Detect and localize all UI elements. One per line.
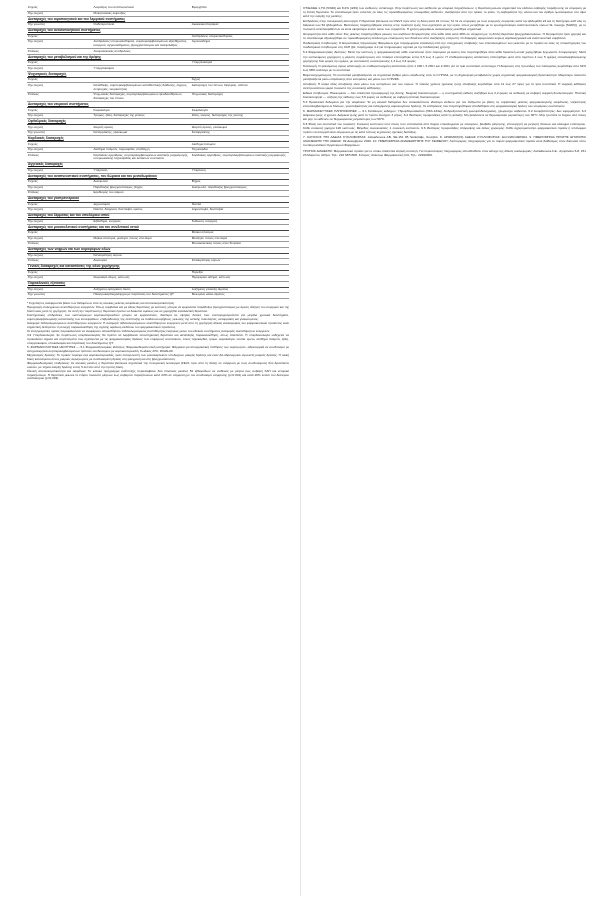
- reaction-cell-product-b: Ναυτία: [191, 202, 289, 208]
- reaction-cell-product-a: Υπέρταση: [93, 168, 191, 174]
- body-paragraph: 6.5 Φύση και συστατικά του περιέκτη: Συσκευή εισπνοών υπό πίεση που αποτελείται από δοχείο επικαλυμμένο με αλουμίνιο, βαλβίδα μέτρησης, επενεργητή με μετρητή δόσεων και κάλυμμα επιστομίου. Κάθε συσκευή χορηγεί 120 εισπνοές. Μέγεθος συσκευασίας: 1 συσκευή εισπνοών. 6.6 Ιδιαίτερες προφυλάξεις απόρριψης και άλλος χειρισμός: Κάθε αχρησιμοποίητο φαρμακευτικό προϊόν ή υπόλειμμα πρέπει να απορρίπτεται σύμφωνα με τις κατά τόπους ισχύουσες σχετικές διατάξεις.: [303, 122, 586, 135]
- reaction-cell-product-a: Εξάνθημα, κνησμός: [93, 219, 191, 225]
- frequency-cell: Σπάνιες: [27, 92, 93, 101]
- body-paragraph: 6. ΦΑΡΜΑΚΕΥΤΙΚΕΣ ΠΛΗΡΟΦΟΡΙΕΣ — 6.1 Κατάλογος εκδόχων: Υδροφθοροαλκάνιο (HFA-134a), διυδροξυστεατική φωσφατιδυλοχολίνη, χλωριούχο ασβέστιο. 6.2 Ασυμβατότητες: Δεν εφαρμόζεται. 6.3 Διάρκεια ζωής: 2 χρόνια. Διάρκεια ζωής μετά το πρώτο άνοιγμα: 3 μήνες. 6.4 Ιδιαίτερες προφυλάξεις κατά τη φύλαξη: Μη φυλάσσετε σε θερμοκρασία μεγαλύτερη των 30°C. Μην τρυπάτε το δοχείο υπό πίεση και μην το εκθέτετε σε θερμοκρασίες μεγαλύτερες των 50°C.: [303, 109, 586, 122]
- system-organ-class-heading: Διαταραχές του ανοσοποιητικού συστήματος: [27, 28, 289, 34]
- footnote-paragraph: * Συχνότητες αναφέρονται βάσει των δεδομένων από τις κλινικές μελέτες ασφάλειας και αποτελεσματικότητας.: [27, 300, 175, 305]
- frequency-cell: Συχνές: [27, 60, 93, 66]
- adverse-reactions-table: [27, 6, 289, 299]
- reaction-cell-product-b: Ταχυκαρδία: [191, 147, 289, 153]
- reaction-cell-product-a: Λοιμώξεις του αναπνευστικού: [93, 6, 191, 11]
- footnote-paragraph: Φαρμακοδυναμικές επιδράσεις: Σε κλινικές μελέτες η θεραπεία βελτίωσε σημαντικά την πνευμονική λειτουργία (FEV1 πριν από τη δόση) σε σύγκριση με τους συνδυασμούς δύο δραστικών ουσιών, με ταχεία έναρξη δράσης εντός 5 λεπτών από την πρώτη δόση.: [27, 360, 289, 369]
- system-organ-class-heading: Διαταραχές του αιμοποιητικού και του λεμφικού συστήματος: [27, 17, 289, 23]
- right-column-text: [303, 6, 586, 157]
- system-organ-class-heading: Διαταραχές του μυοσκελετικού συστήματος και του συνδετικού ιστού: [27, 225, 289, 231]
- footnote-paragraph: Περιγραφή επιλεγμένων ανεπιθύμητων ενεργειών: Όπως συμβαίνει και με άλλες θεραπείες με εισπνοή, μπορεί να εμφανιστεί παράδοξος βρογχόσπασμος με άμεση αύξηση του συριγμού και της δύσπνοιας μετά τη χορήγηση. Σε αυτή την περίπτωση η θεραπεία πρέπει να διακοπεί αμέσως και να χορηγηθεί εναλλακτική θεραπεία.: [27, 304, 289, 313]
- footnote-paragraph: 4.9 Υπερδοσολογία: Σε περίπτωση υπερδοσολογίας θα πρέπει να λαμβάνεται υποστηρικτική θεραπεία και κατάλληλη παρακολούθηση, όπως απαιτείται. Η υπερδοσολογία ενδέχεται να προκαλέσει σημεία και συμπτώματα που σχετίζονται με τις φαρμακολογικές δράσεις των επιμέρους συστατικών, όπως ταχυκαρδία, τρόμο, κεφαλαλγία, ναυτία, έμετο, αίσθημα παλμών, ζάλη, υπεργλυκαιμία, υποκαλιαιμία και παράταση του διαστήματος QT.: [27, 333, 289, 345]
- frequency-cell: Όχι συχνές: [27, 276, 93, 282]
- reaction-cell-product-a: Αναφυλακτικές αντιδράσεις: [93, 49, 191, 55]
- reaction-cell-product-b: Κεφαλαλγία: [191, 108, 289, 114]
- reaction-cell-product-a: Μυκητιασικές λοιμώξεις: [93, 11, 191, 17]
- reaction-cell-product-b: Καταρράκτης: [191, 130, 289, 136]
- reaction-cell-product-b: Άγχος: [191, 77, 289, 83]
- table-row: [27, 293, 289, 299]
- reaction-cell-product-b: Υπέρταση: [191, 168, 289, 174]
- reaction-cell-product-a: Καρδιακές αρρυθμίες, συμπεριλαμβανομένων κολπικής μαρμαρυγής, υπερκοιλιακής ταχυκαρδίας και έκτακτων συστολών: [93, 153, 191, 162]
- reaction-cell-product-a: Τρόμος, ζάλη, διαταραχές της γεύσης: [93, 113, 191, 119]
- frequency-cell: Όχι γνωστές: [27, 130, 93, 136]
- frequency-cell: Σπάνιες: [27, 191, 93, 197]
- system-organ-class-heading: Γενικές διαταραχές και καταστάσεις της οδού χορήγησης: [27, 264, 289, 270]
- reaction-cell-product-b: Ακοκκιοκυτταραιμία: [191, 23, 289, 29]
- reaction-cell-product-b: Αίσθημα παλμών: [191, 142, 289, 148]
- reaction-cell-product-b: Υπεργλυκαιμία: [191, 60, 289, 66]
- system-organ-class-heading: Οφθαλμικές διαταραχές: [27, 119, 289, 125]
- frequency-cell: Όχι συχνές: [27, 11, 93, 17]
- footnote-paragraph: Συστηματικές επιδράσεις των εισπνεόμενων κορτικοστεροειδών μπορεί να εμφανιστούν, ιδιαίτερα σε υψηλές δόσεις που συνταγογραφούνται για μεγάλα χρονικά διαστήματα, συμπεριλαμβανομένης καταστολής των επινεφριδίων, επιβράδυνσης της ανάπτυξης σε παιδιά και εφήβους, μείωσης της οστικής πυκνότητας, καταρράκτη και γλαυκώματος.: [27, 312, 289, 321]
- reaction-cell-product-b: Πυρεξία: [191, 270, 289, 276]
- reaction-cell-product-a: Δυσουρία: [93, 259, 191, 265]
- reaction-cell-product-a: Ηλεκτροκαρδιογράφημα με παράταση του διαστήματος QT: [93, 293, 191, 299]
- footnote-paragraph: 5. ΦΑΡΜΑΚΟΛΟΓΙΚΕΣ ΙΔΙΟΤΗΤΕΣ — 5.1 Φαρμακοδυναμικές ιδιότητες: Φαρμακοθεραπευτική κατηγορία: Φάρμακα για αποφρακτικές παθήσεις των αεραγωγών, αδρενεργικά σε συνδυασμό με αντιχολινεργικά συμπεριλαμβανομένων τριπλών συνδυασμών με κορτικοστεροειδή. Κωδικός ATC: R03AL09.: [27, 344, 289, 353]
- reaction-cell-product-a: Καταρράκτης, γλαύκωμα: [93, 130, 191, 136]
- frequency-cell: Συχνές: [27, 108, 93, 114]
- frequency-cell: Όχι συχνές: [27, 219, 93, 225]
- frequency-cell: Όχι συχνές: [27, 40, 93, 49]
- reaction-cell-product-a: Κατακράτηση ούρων: [93, 253, 191, 259]
- reaction-cell-product-a: Ναυτία, διάρροια, δυσπεψία, έμετος: [93, 208, 191, 214]
- reaction-cell-product-a: Αυξημένη αρτηριακή πίεση: [93, 287, 191, 293]
- body-paragraph: Παιδιατρικός πληθυσμός: Ο Ευρωπαϊκός Οργανισμός Φαρμάκων έχει παραχωρήσει απαλλαγή από την υποχρέωση υποβολής των αποτελεσμάτων των μελετών με το προϊόν σε όλες τις υποκατηγορίες του παιδιατρικού πληθυσμού στη ΧΑΠ (βλ. παράγραφο 4.2 για πληροφορίες σχετικά με την παιδιατρική χρήση).: [303, 41, 586, 50]
- reaction-cell-product-a: Κατάθλιψη, συμπεριλαμβανομένων καταθλιπτικής διάθεσης, άγχους, ανησυχίας, νευρικότητας: [93, 83, 191, 92]
- reaction-cell-product-a: Μυϊκοί σπασμοί, μυαλγία, πόνος στα άκρα: [93, 236, 191, 242]
- reaction-cell-product-b: Δυσφωνία, παράδοξος βρογχόσπασμος: [191, 185, 289, 191]
- frequency-cell: Όχι συχνές: [27, 66, 93, 72]
- frequency-cell: Συχνές: [27, 142, 93, 148]
- frequency-cell: Συχνές: [27, 6, 93, 11]
- reaction-cell-product-a: Θωρακικό άλγος, κόπωση: [93, 276, 191, 282]
- footnotes-block: [27, 302, 289, 382]
- reaction-cell-product-b: Κνίδωση, κνησμός: [191, 219, 289, 225]
- body-paragraph: Βιομετασχηματισμός: Τα συστατικά μεταβολίζονται σε σημαντικό βαθμό μέσω οξείδωσης από το CYP3A4, με τη δημιουργία μεταβολιτών χωρίς σημαντική φαρμακολογική δραστικότητα. Μικρότερο ποσοστό μεταβολίζεται μέσω υδρόλυσης από εστεράσες και μέσω του CYP2D6.: [303, 72, 586, 81]
- frequency-cell: Συχνές: [27, 270, 93, 276]
- reaction-cell-product-b: Θαμπή όραση, γλαύκωμα: [191, 125, 289, 131]
- reaction-cell-product-b: Μυαλγία, πόνος στα άκρα: [191, 236, 289, 242]
- footnote-paragraph: Κλινική αποτελεσματικότητα και ασφάλεια: Το κλινικό πρόγραμμα ανάπτυξης περιελάμβανε δύο πιλοτικές μελέτες 52 εβδομάδων σε ασθενείς με μέτρια έως σοβαρή ΧΑΠ και ιστορικό παροξύνσεων. Η θεραπεία μείωσε το ετήσιο ποσοστό μέτριων έως σοβαρών παροξύνσεων κατά 23% σε σύγκριση με τον συνδυασμό σύγκρισης (p<0,001) και κατά 20% έναντι του δεύτερου συνδυασμού (p=0,003).: [27, 368, 289, 381]
- frequency-cell: Όχι γνωστές: [27, 293, 93, 299]
- body-paragraph: ΟΤ/ΕΑ/ΕΕ 1,7% (5/340) και 8,2% (4/49) των ασθενών, αντίστοιχα. Στην περίπτωση των ασθενών με ιστορικό παροξύνσεων, η θεραπεία μείωσε σημαντικά τον κίνδυνο σοβαρής παρόξυνσης σε σύγκριση με τη διπλή θεραπεία. Το αποτέλεσμα ήταν συνεπές σε όλες τις προκαθορισμένες υποομάδες ασθενών, ανεξάρτητα από την ηλικία, το φύλο, τη σοβαρότητα της νόσου και τον αριθμό ηωσινόφιλων στο αίμα κατά την έναρξη της μελέτης.: [303, 6, 586, 19]
- reaction-cell-product-b: Βρογχίτιδα: [191, 6, 289, 11]
- frequency-cell: Συχνές: [27, 231, 93, 237]
- frequency-cell: Συχνές: [27, 180, 93, 186]
- table-row: [27, 83, 289, 92]
- table-row: [27, 153, 289, 162]
- frequency-cell: Σπάνιες: [27, 49, 93, 55]
- frequency-cell: Συχνές: [27, 77, 93, 83]
- reaction-cell-product-b: Μειωμένο κάλιο αίματος: [191, 293, 289, 299]
- reaction-cell-product-b: Ζάλη, τρόμος, διαταραχές της γεύσης: [191, 113, 289, 119]
- system-organ-class-heading: Διαταραχές του μεταβολισμού και της θρέψης: [27, 54, 289, 60]
- frequency-cell: Όχι συχνές: [27, 208, 93, 214]
- body-paragraph: 7. ΚΑΤΟΧΟΣ ΤΗΣ ΑΔΕΙΑΣ ΚΥΚΛΟΦΟΡΙΑΣ: AstraZeneca AB, SE-151 85 Södertälje, Σουηδία. 8. ΑΡΙΘΜΟΣ(ΟΙ) ΑΔΕΙΑΣ ΚΥΚΛΟΦΟΡΙΑΣ: EU/1/20/1498/001. 9. ΗΜΕΡΟΜΗΝΙΑ ΠΡΩΤΗΣ ΕΓΚΡΙΣΗΣ/ΑΝΑΝΕΩΣΗΣ ΤΗΣ ΑΔΕΙΑΣ: 09 Δεκεμβρίου 2020. 10. ΗΜΕΡΟΜΗΝΙΑ ΑΝΑΘΕΩΡΗΣΗΣ ΤΟΥ ΚΕΙΜΕΝΟΥ: Λεπτομερείς πληροφορίες για το παρόν φαρμακευτικό προϊόν είναι διαθέσιμες στον δικτυακό τόπο του Ευρωπαϊκού Οργανισμού Φαρμάκων.: [303, 135, 586, 148]
- reaction-cell-product-b: Μυοσκελετικός πόνος στον θώρακα: [191, 242, 289, 248]
- system-organ-class-heading: Διαταραχές του γαστρεντερικού: [27, 196, 289, 202]
- table-row: [27, 40, 289, 49]
- reaction-cell-product-b: Ξηροστομία, δυσπεψία: [191, 208, 289, 214]
- reaction-cell-product-a: Αίσθημα παλμών, ταχυκαρδία, στηθάγχη: [93, 147, 191, 153]
- left-column: [27, 6, 289, 382]
- frequency-cell: Συχνές: [27, 34, 93, 40]
- reaction-cell-product-a: Ερεθισμός του λαιμού: [93, 191, 191, 197]
- right-column: [303, 6, 586, 158]
- reaction-cell-product-a: Δυσφωνία: [93, 180, 191, 186]
- body-paragraph: 5.3 Προκλινικά δεδομένα για την ασφάλεια: Τα μη κλινικά δεδομένα δεν αποκαλύπτουν ιδιαίτερο κίνδυνο για τον άνθρωπο με βάση τις συμβατικές μελέτες φαρμακολογικής ασφάλειας, τοξικότητας επαναλαμβανόμενων δόσεων, γονοτοξικότητας και ενδεχόμενης καρκινογόνου δράσης. Οι επιδράσεις που παρατηρήθηκαν αποδόθηκαν στη φαρμακολογική δράση των επιμέρους συστατικών.: [303, 99, 586, 109]
- system-organ-class-heading: Διαταραχές των νεφρών και των ουροφόρων οδών: [27, 247, 289, 253]
- reaction-cell-product-a: Κεφαλαλγία: [93, 108, 191, 114]
- adverse-reactions-table-body: [27, 6, 289, 298]
- frequency-cell: Όχι συχνές: [27, 253, 93, 259]
- system-organ-class-heading: Καρδιακές διαταραχές: [27, 136, 289, 142]
- reaction-cell-product-a: Παράδοξος βρογχόσπασμος, βήχας: [93, 185, 191, 191]
- frequency-cell: Όχι συχνές: [27, 287, 93, 293]
- reaction-cell-product-b: Βήχας: [191, 180, 289, 186]
- system-organ-class-heading: Διαταραχές του δέρματος και του υποδόριου ιστού: [27, 213, 289, 219]
- frequency-cell: Όχι συχνές: [27, 236, 93, 242]
- reaction-cell-product-a: Αντιδράσεις υπερευαισθησίας, συμπεριλαμβανομένων εξανθήματος, κνησμού, αγγειοοιδήματος, βρογχόσπασμου και αναφυλαξίας: [93, 40, 191, 49]
- system-organ-class-heading: Παρακλινικές εξετάσεις: [27, 281, 289, 287]
- reaction-cell-product-a: Θαμπή όραση: [93, 125, 191, 131]
- reaction-cell-product-b: Αυξημένη γλυκόζη αίματος: [191, 287, 289, 293]
- reaction-cell-product-b: Μυϊκοί σπασμοί: [191, 231, 289, 237]
- frequency-cell: Όχι συχνές: [27, 125, 93, 131]
- reaction-cell-product-b: Διαταραχές του ύπνου, διέγερση, αϋπνία: [191, 83, 289, 92]
- body-paragraph: Θνησιμότητα από κάθε αιτία: Στις μελέτες παρατηρήθηκε μείωση του κινδύνου θνησιμότητας από κάθε αιτία κατά 46% σε σύγκριση με τη διπλή θεραπεία βρογχοδιαστολέων. Η θνησιμότητα ήταν χαμηλή και το αποτέλεσμα αξιολογήθηκε σε προκαθορισμένη ανάλυση με επικύρωση των θανάτων από ανεξάρτητη επιτροπή. Οι διαφορές αφορούσαν κυρίως καρδιοαγγειακά και αναπνευστικά συμβάντα.: [303, 32, 586, 41]
- system-organ-class-heading: Ψυχιατρικές διαταραχές: [27, 71, 289, 77]
- reaction-cell-product-b: Αγγειοοίδημα: [191, 40, 289, 49]
- frequency-cell: Όχι συχνές: [27, 185, 93, 191]
- frequency-cell: Σπάνιες: [27, 259, 93, 265]
- table-row: [27, 92, 289, 101]
- frequency-cell: Σπάνιες: [27, 153, 93, 162]
- reaction-cell-product-b: Κατακράτηση ούρων: [191, 259, 289, 265]
- reaction-cell-product-b: Περιφερικό οίδημα, κόπωση: [191, 276, 289, 282]
- frequency-cell: Όχι συχνές: [27, 113, 93, 119]
- body-paragraph: Επιδράσεις στην πνευμονική λειτουργία: Η θεραπεία βελτίωσε τον FEV1 πριν από τη δόση κατά 22 ml έως 72 ml σε σύγκριση με τους ενεργούς συγκριτές κατά την εβδομάδα 24 και τη διατήρησε καθ' όλη τη διάρκεια των 52 εβδομάδων. Βελτιώσεις παρατηρήθηκαν επίσης στην ποιότητα ζωής που σχετίζεται με την υγεία, όπως μετρήθηκε με το ερωτηματολόγιο αναπνευστικών νόσων St. George (SGRQ), με το ποσοστό ανταποκριθέντων να είναι υψηλότερο έναντι όλων των συγκριτών. Η χρήση φαρμάκων ανακούφισης μειώθηκε σημαντικά.: [303, 19, 586, 32]
- reaction-cell-product-a: Ψυχωσικές διαταραχές, συμπεριλαμβανομένων ψευδαισθήσεων, διαταραχές του ύπνου: [93, 92, 191, 101]
- body-paragraph: ΤΡΟΠΟΣ ΔΙΑΘΕΣΗΣ: Φαρμακευτικό προϊόν για το οποίο απαιτείται ιατρική συνταγή. Για περισσότερες πληροφορίες απευθυνθείτε στον κάτοχο της άδειας κυκλοφορίας: AstraZeneca A.E., Αγησιλάου 6-8, 151 23 Μαρούσι, Αθήνα. Τηλ.: 210 6871500. Κύπρος: Αλέκτωρ Φαρμακευτική Λτδ, Τηλ.: 22490305.: [303, 148, 586, 157]
- frequency-cell: Όχι γνωστές: [27, 23, 93, 29]
- body-paragraph: Αποβολή: Η κύρια οδός αποβολής είναι μέσω των κοπράνων και των ούρων. Ο τελικός χρόνος ημίσειας ζωής αποβολής κυμάνθηκε από 11 έως 27 ώρες για τα τρία συστατικά. Η νεφρική κάθαρση αντιπροσώπευε μικρό ποσοστό της συνολικής κάθαρσης.: [303, 81, 586, 90]
- frequency-cell: Σπάνιες: [27, 242, 93, 248]
- reaction-cell-product-a: Ουδετεροπενία: [93, 23, 191, 29]
- system-organ-class-heading: Διαταραχές του νευρικού συστήματος: [27, 102, 289, 108]
- footnote-paragraph: Αναφορά πιθανολογούμενων ανεπιθύμητων ενεργειών: Η αναφορά πιθανολογούμενων ανεπιθύμητων ενεργειών μετά από τη χορήγηση άδειας κυκλοφορίας του φαρμακευτικού προϊόντος είναι σημαντική. Επιτρέπει τη συνεχή παρακολούθηση της σχέσης οφέλους-κινδύνου του φαρμακευτικού προϊόντος.: [27, 320, 289, 329]
- body-paragraph: Ειδικοί πληθυσμοί: Ηλικιωμένοι — δεν απαιτείται προσαρμογή της δόσης. Νεφρική δυσλειτουργία — η συστηματική έκθεση αυξήθηκε έως 2,2 φορές σε ασθενείς με σοβαρή νεφρική δυσλειτουργία. Ηπατική δυσλειτουργία — αύξηση της έκθεσης έως 3,5 φορές σε ασθενείς με σοβαρή ηπατική δυσλειτουργία.: [303, 90, 586, 99]
- system-organ-class-heading: Αγγειακές διαταραχές: [27, 162, 289, 168]
- reaction-cell-product-b: Ψυχωσικές διαταραχές: [191, 92, 289, 101]
- body-paragraph: Κατανομή: Ο φαινόμενος όγκος κατανομής σε σταθεροποιημένη κατάσταση ήταν 1 200 l, 5 200 l και 2 400 l για τα τρία συστατικά, αντίστοιχα. Η δέσμευση στις πρωτεΐνες του πλάσματος κυμάνθηκε από 34% έως 98% ανάλογα με το συστατικό.: [303, 63, 586, 72]
- reaction-cell-product-b: Αντιδράσεις υπερευαισθησίας: [191, 34, 289, 40]
- body-paragraph: 5.2 Φαρμακοκινητικές ιδιότητες: Μετά την εισπνοή, η φαρμακοκινητική κάθε συστατικού ήταν παρόμοια με εκείνη που παρατηρήθηκε όταν κάθε δραστική ουσία χορηγήθηκε ξεχωριστά. Απορρόφηση: Μετά την εισπνεόμενη χορήγηση η μέγιστη συγκέντρωση στο πλάσμα επιτεύχθηκε εντός 0,5 έως 3 ωρών. Η σταθεροποιημένη κατάσταση επιτεύχθηκε μετά από περίπου 1 έως 5 ημέρες επαναλαμβανόμενης χορήγησης δύο φορές την ημέρα, με συντελεστή συσσώρευσης 1,3 έως 3,6 φορές.: [303, 50, 586, 63]
- footnote-paragraph: Μηχανισμός δράσης: Το προϊόν περιέχει ένα κορτικοστεροειδές, έναν ανταγωνιστή των μουσκαρινικών υποδοχέων μακράς δράσης και έναν β2-αδρενεργικό αγωνιστή μακράς δράσης. Η ολική δόση κατανέμεται στους μικρούς αεραγωγούς με συνδυασμένη δράση στη φλεγμονή και στη βρογχοσύσπαση.: [27, 352, 289, 361]
- frequency-cell: Όχι συχνές: [27, 147, 93, 153]
- reaction-cell-product-a: Ξηροστομία: [93, 202, 191, 208]
- frequency-cell: Όχι συχνές: [27, 168, 93, 174]
- frequency-cell: Όχι συχνές: [27, 83, 93, 92]
- reaction-cell-product-a: Υπεργλυκαιμία: [93, 66, 191, 72]
- system-organ-class-heading: Διαταραχές του αναπνευστικού συστήματος, του θώρακα και του μεσοθωράκιου: [27, 174, 289, 180]
- reaction-cell-product-b: Καρδιακές αρρυθμίες, συμπεριλαμβανομένων κολπικής μαρμαρυγής: [191, 153, 289, 162]
- frequency-cell: Συχνές: [27, 202, 93, 208]
- footnote-paragraph: Οι επαγγελματίες υγείας παρακαλούνται να αναφέρουν οποιεσδήποτε πιθανολογούμενες ανεπιθύμητες ενέργειες μέσω του εθνικού συστήματος αναφοράς ανεπιθύμητων ενεργειών.: [27, 328, 271, 333]
